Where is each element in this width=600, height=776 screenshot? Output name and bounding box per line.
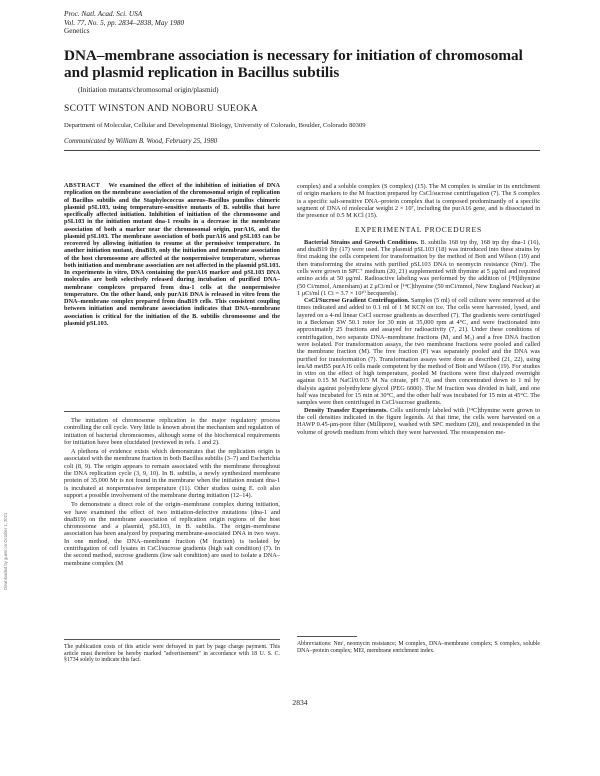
abbreviations-note: Abbreviations: Nmʳ, neomycin resistance; M complex, DNA–membrane complex; S complex, soluble DNA–protein complex; MEI, membrane enrichment index. xyxy=(297,641,540,654)
page-number: 2834 xyxy=(292,698,308,707)
journal-header xyxy=(64,10,184,36)
article-title: DNA–membrane association is necessary for initiation of chromosomal and plasmid replication in Bacillus subtilis xyxy=(64,47,523,81)
methods-subheading: CsCl/Sucrose Gradient Centrifugation. xyxy=(304,297,410,305)
intro-paragraph: The initiation of chromosome replication is the major regulatory process controlling the cell cycle. Very little is known about the mechanism and regulation of initiation of bacterial chromosomes, although some of the biochemical requirements for initiation have been elucidated (reviewed in refs. 1 and 2). xyxy=(64,417,280,446)
intro-paragraph: A plethora of evidence exists which demonstrates that the replication origin is associated with the membrane fraction in both Bacillus subtilis (3–7) and Escherichia coli (8, 9). The origin appears to remain associated with the membrane throughout the DNA replication cycle (3, 9, 10). In B. subtilis, a newly synthesized membrane protein of 35,000 Mr is not found in the membrane when the initiation mutant dna-1 is incubated at nonpermissive temperature (11). Other studies using E. coli also support a possible involvement of the membrane during initiation (12–14). xyxy=(64,448,280,499)
keywords: (Initiation mutants/chromosomal origin/plasmid) xyxy=(78,86,219,94)
right-column-body xyxy=(297,183,540,630)
download-side-note: Downloaded by guest on October 1, 2021 xyxy=(3,512,8,590)
journal-section: Genetics xyxy=(64,26,90,36)
left-column-body xyxy=(64,417,280,632)
header-rule xyxy=(64,150,540,151)
publication-footnote: The publication costs of this article were defrayed in part by page charge payment. This article must therefore be hereby marked "advertisement" in accordance with 18 U. S. C. §1734 solely to indicate this fact. xyxy=(64,644,280,664)
methods-subheading: Bacterial Strains and Growth Conditions. xyxy=(304,238,419,246)
abstract xyxy=(64,182,280,408)
methods-text: B. subtilis 168 trp thy, 168 trp thy dna-1 (16), and dnaB19 thy (17) were used. The plasmid pSL103 (18) was introduced into these strains by first making the cells competent for transformation by the method of Bott and Wilson (19) and then transforming the strains with purified pSL103 DNA to neomycin resistance (Nmʳ). The cells were grown in SPC⁺ medium (20, 21) supplemented with thymine at 5 μg/ml and required amino acids at 50 μg/ml. Radioactive labeling was performed by the addition of [³H]thymine (50 Ci/mmol, Amersham) at 2 μCi/ml or [¹⁴C]thymine (50 mCi/mmol, New England Nuclear) at 1 μCi/ml (1 Ci = 3.7 × 10¹⁰ becquerels). xyxy=(297,238,540,297)
abstract-text: We examined the effect of the inhibition of initiation of DNA replication on the membrane association of the chromosomal origin of replication of Bacillus subtilis and the Staphylococcus aureus–Bacillus pumilus chimeric plasmid pSL103, using temperature-sensitive mutants of B. subtilis that have specifically affected initiation. Inhibition of initiation of the chromosome and pSL103 in the initiation mutant dna-1 results in a decrease in the membrane association of both a marker near the chromosomal origin, purA16, and the plasmid pSL103. The membrane association of both purA16 and pSL103 can be recovered by allowing initiation to resume at the permissive temperature. In another initiation mutant, dnaB19, only the initiation and membrane association of the host chromosome are affected at the nonpermissive temperature, whereas both initiation and membrane association are not affected in the plasmid pSL103. In experiments in vitro, DNA containing the purA16 marker and pSL103 DNA molecules are both selectively released during incubation of purified DNA–membrane complexes prepared from dna-1 cells at the nonpermissive temperature. On the other hand, only purA16 DNA is released in vitro from the DNA–membrane complex prepared from dnaB19 cells. This consistent coupling between initiation and membrane association indicates that DNA–membrane association is critical for the initiation of the B. subtilis chromosome and the plasmid pSL103. xyxy=(64,182,280,327)
journal-volume: Vol. 77, No. 5, pp. 2834–2838, May 1980 xyxy=(64,17,185,27)
methods-subheading: Density Transfer Experiments. xyxy=(304,406,388,414)
intro-paragraph: To demonstrate a direct role of the origin–membrane complex during initiation, we have examined the effect of two initiation-defective mutations (dna-1 and dnaB19) on the membrane association of replication origin regions of the host chromosome and a plasmid, pSL103, in B. subtilis. The origin–membrane association has been analyzed by preparing membrane-associated DNA in two ways. In one method, the DNA–membrane fraction (M fraction) is isolated by centrifugation of cell lysates in CsCl/sucrose gradients (high salt condition) (7). In the second method, sucrose gradients (low salt condition) are used to isolate a DNA–membrane complex (M xyxy=(64,501,280,567)
abstract-label: ABSTRACT xyxy=(64,182,101,189)
continued-paragraph: complex) and a soluble complex (S complex) (15). The M complex is similar in its enrichment of origin markers to the M fraction prepared by CsCl/sucrose centrifugation (7). The S complex is a specific salt-sensitive DNA–protein complex that is composed predominantly of a specific segment of DNA of molecular weight 2 × 10⁷, including the purA16 gene, and is dissociated in the presence of 0.5 M KCl (15). xyxy=(297,183,540,220)
footnote-rule xyxy=(64,639,280,640)
methods-paragraph xyxy=(297,239,540,297)
authors: SCOTT WINSTON AND NOBORU SUEOKA xyxy=(64,104,258,114)
section-heading: EXPERIMENTAL PROCEDURES xyxy=(355,225,482,235)
methods-paragraph xyxy=(297,407,540,436)
affiliation: Department of Molecular, Cellular and Developmental Biology, University of Colorado, Boulder, Colorado 80309 xyxy=(64,122,366,129)
methods-paragraph xyxy=(297,297,540,406)
methods-text: Samples (5 ml) of cell culture were removed at the times indicated and added to 0.1 ml of 1 M KCN on ice. The cells were harvested, lysed, and layered on a 4-ml linear CsCl sucrose gradients as described (7). The gradients were centrifuged in a Beckman SW 50.1 rotor for 30 min at 35,000 rpm at 4°C, and were fractionated into approximately 25 fractions and assayed for radioactivity (7, 21). Under these conditions of centrifugation, two separate DNA–membrane fractions (M₁ and M₂) and a free DNA fraction were isolated. For transformation assays, the two membrane fractions were pooled and called the membrane fraction (M). The free fraction (F) was separately pooled and the DNA was purified for transformation (7). Transformation assays were done as described (21, 22), using leuA8 metB5 purA16 cells made competent by the method of Bott and Wilson (19). For studies in vitro on the effect of high temperature, pooled M fractions were first dialyzed overnight against 0.15 M NaCl/0.015 M Na citrate, pH 7.0, and then concentrated down to 1 ml by dialysis against polyethylene glycol (PEG 6000). The M fraction was divided in half, and one half was incubated for 15 min at 30°C, and the other half was incubated for 15 min at 45°C. The samples were then centrifuged in CsCl/sucrose gradients. xyxy=(297,297,540,407)
methods-text: Cells uniformly labeled with [¹⁴C]thymine were grown to the cell densities indicated in the figure legends. At that time, the cells were harvested on a HAWP 0.45-μm-pore filter (Millipore), washed with SPC medium (20), and resuspended in the volume of growth medium from which they were harvested. The resuspension me- xyxy=(297,406,540,436)
abbreviations-rule xyxy=(297,636,357,637)
abstract-rule xyxy=(64,411,280,412)
communicated-by: Communicated by William B. Wood, February 25, 1980 xyxy=(64,138,218,145)
journal-name: Proc. Natl. Acad. Sci. USA xyxy=(64,9,143,18)
